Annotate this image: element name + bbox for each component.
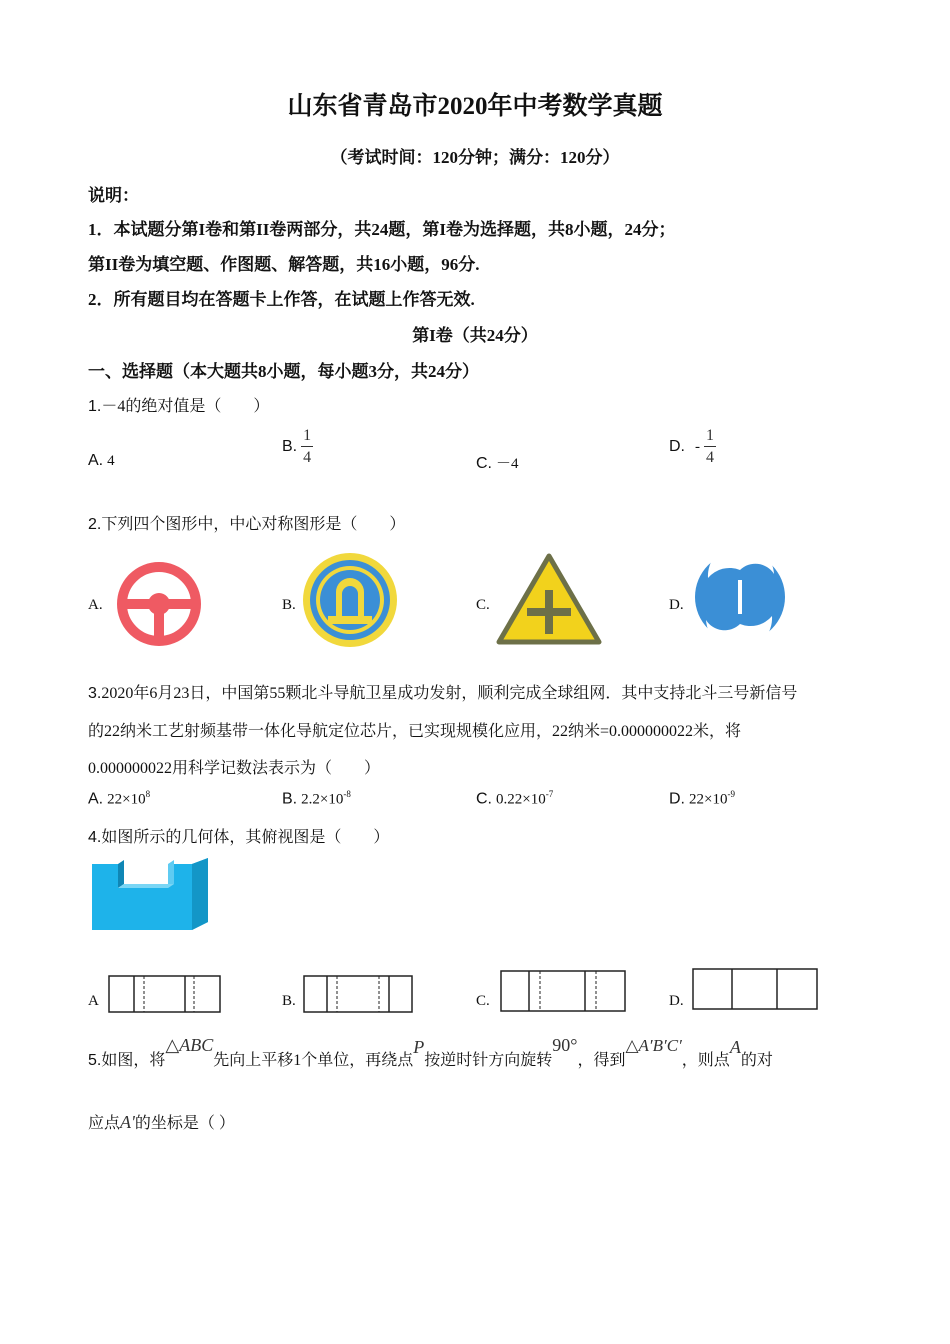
question-3-line-1 bbox=[88, 680, 797, 703]
question-5-line-1 bbox=[88, 1035, 773, 1070]
question-number: 2. bbox=[88, 516, 102, 533]
option-exponent: -7 bbox=[545, 789, 554, 799]
question-text: 如图，将 bbox=[101, 1052, 166, 1069]
option-exponent: 8 bbox=[145, 789, 151, 799]
question-stem: －4的绝对值是（ ） bbox=[101, 398, 270, 415]
option-base: 22×10 bbox=[689, 791, 728, 808]
question-text: 2020年6月23日，中国第55颗北斗导航卫星成功发射，顺利完成全球组网．其中支持北斗三号新信号 bbox=[101, 685, 798, 702]
q1-option-d[interactable] bbox=[669, 428, 716, 466]
q1-option-b[interactable] bbox=[282, 428, 313, 466]
option-exponent: -9 bbox=[727, 789, 735, 799]
question-number: 1. bbox=[88, 398, 102, 415]
steering-wheel-icon bbox=[112, 560, 206, 650]
question-stem: 如图所示的几何体，其俯视图是（ ） bbox=[101, 829, 390, 846]
option-base: 22×10 bbox=[107, 791, 146, 808]
option-base: 0.22×10 bbox=[496, 791, 546, 808]
question-number: 3. bbox=[88, 685, 102, 702]
instructions-line-2: 第II卷为填空题、作图题、解答题，共16小题，96分. bbox=[88, 255, 480, 274]
question-text: ，则点 bbox=[681, 1052, 730, 1069]
option-label: A. bbox=[88, 452, 104, 469]
instructions-line-3: 2．所有题目均在答题卡上作答，在试题上作答无效. bbox=[88, 290, 475, 309]
exam-subtitle: （考试时间：120分钟；满分：120分） bbox=[330, 148, 620, 167]
math-point-a: A bbox=[729, 1037, 741, 1057]
q3-option-b[interactable] bbox=[282, 789, 351, 808]
fraction bbox=[704, 428, 716, 466]
option-label: B. bbox=[282, 790, 298, 808]
q4-option-d-label[interactable]: D. bbox=[669, 993, 684, 1009]
q4-option-c-label[interactable]: C. bbox=[476, 993, 490, 1009]
q2-option-c-label[interactable]: C. bbox=[476, 597, 490, 613]
instructions-heading: 说明： bbox=[88, 186, 139, 205]
option-label: D. bbox=[669, 790, 685, 808]
question-stem: 下列四个图形中，中心对称图形是（ ） bbox=[101, 516, 406, 533]
question-text: 按逆时针方向旋转 bbox=[424, 1052, 553, 1069]
numerator: 1 bbox=[301, 428, 313, 447]
denominator: 4 bbox=[303, 449, 312, 466]
q4-option-b-label[interactable]: B. bbox=[282, 993, 296, 1009]
math-angle: 90° bbox=[552, 1035, 578, 1055]
q3-option-a[interactable] bbox=[88, 789, 150, 808]
railway-logo-icon bbox=[302, 552, 398, 648]
geometric-solid-figure bbox=[88, 858, 212, 934]
page-title: 山东省青岛市2020年中考数学真题 bbox=[287, 93, 663, 120]
top-view-option-a bbox=[108, 975, 222, 1015]
question-number: 4. bbox=[88, 829, 102, 846]
q4-option-a-label[interactable]: A bbox=[88, 993, 99, 1009]
option-text: 4 bbox=[107, 453, 115, 469]
math-point-a-prime: A' bbox=[120, 1112, 135, 1132]
numerator: 1 bbox=[704, 428, 716, 447]
math-triangle-abc: △ABC bbox=[165, 1035, 214, 1055]
q3-option-d[interactable] bbox=[669, 789, 735, 808]
math-triangle-prime: △A′B′C′ bbox=[625, 1036, 682, 1055]
option-label: C. bbox=[476, 455, 492, 472]
question-text: 的坐标是（ ） bbox=[134, 1115, 235, 1132]
fraction bbox=[301, 428, 313, 466]
question-4 bbox=[88, 824, 389, 847]
part1-heading: 第I卷（共24分） bbox=[412, 326, 538, 345]
question-2 bbox=[88, 511, 405, 534]
q2-option-d-label[interactable]: D. bbox=[669, 597, 684, 613]
question-text: ，得到 bbox=[577, 1052, 626, 1069]
q1-option-c[interactable] bbox=[476, 452, 519, 473]
q2-option-a-label[interactable]: A. bbox=[88, 597, 103, 613]
denominator: 4 bbox=[706, 449, 714, 466]
minus-sign: - bbox=[695, 438, 700, 455]
option-label: D. bbox=[669, 438, 685, 455]
top-view-option-c bbox=[500, 970, 628, 1014]
top-view-option-b bbox=[303, 975, 415, 1015]
option-label: B. bbox=[282, 438, 298, 455]
question-text: 的对 bbox=[740, 1052, 773, 1069]
q3-option-c[interactable] bbox=[476, 789, 553, 808]
question-number: 5. bbox=[88, 1052, 102, 1069]
option-text: －4 bbox=[496, 456, 519, 472]
question-text: 应点 bbox=[88, 1115, 121, 1132]
top-view-option-d bbox=[692, 968, 820, 1012]
option-exponent: -8 bbox=[343, 789, 351, 799]
warning-triangle-icon bbox=[495, 552, 603, 646]
section1-heading: 一、选择题（本大题共8小题，每小题3分，共24分） bbox=[88, 362, 479, 381]
question-5-line-2 bbox=[88, 1110, 235, 1133]
q1-option-a[interactable] bbox=[88, 452, 115, 470]
question-text: 先向上平移1个单位，再绕点 bbox=[213, 1052, 414, 1069]
math-point-p: P bbox=[413, 1037, 425, 1057]
question-3-line-2: 的22纳米工艺射频基带一体化导航定位芯片，已实现规模化应用，22纳米=0.000000022米，将 bbox=[88, 723, 742, 740]
option-base: 2.2×10 bbox=[301, 791, 344, 808]
blue-swirl-icon bbox=[692, 550, 788, 644]
option-label: A. bbox=[88, 790, 104, 808]
question-1 bbox=[88, 393, 269, 416]
q2-option-b-label[interactable]: B. bbox=[282, 597, 296, 613]
question-3-line-3: 0.000000022用科学记数法表示为（ ） bbox=[88, 760, 381, 777]
option-label: C. bbox=[476, 790, 492, 808]
instructions-line-1: 1．本试题分第I卷和第II卷两部分，共24题，第I卷为选择题，共8小题，24分； bbox=[88, 220, 676, 239]
